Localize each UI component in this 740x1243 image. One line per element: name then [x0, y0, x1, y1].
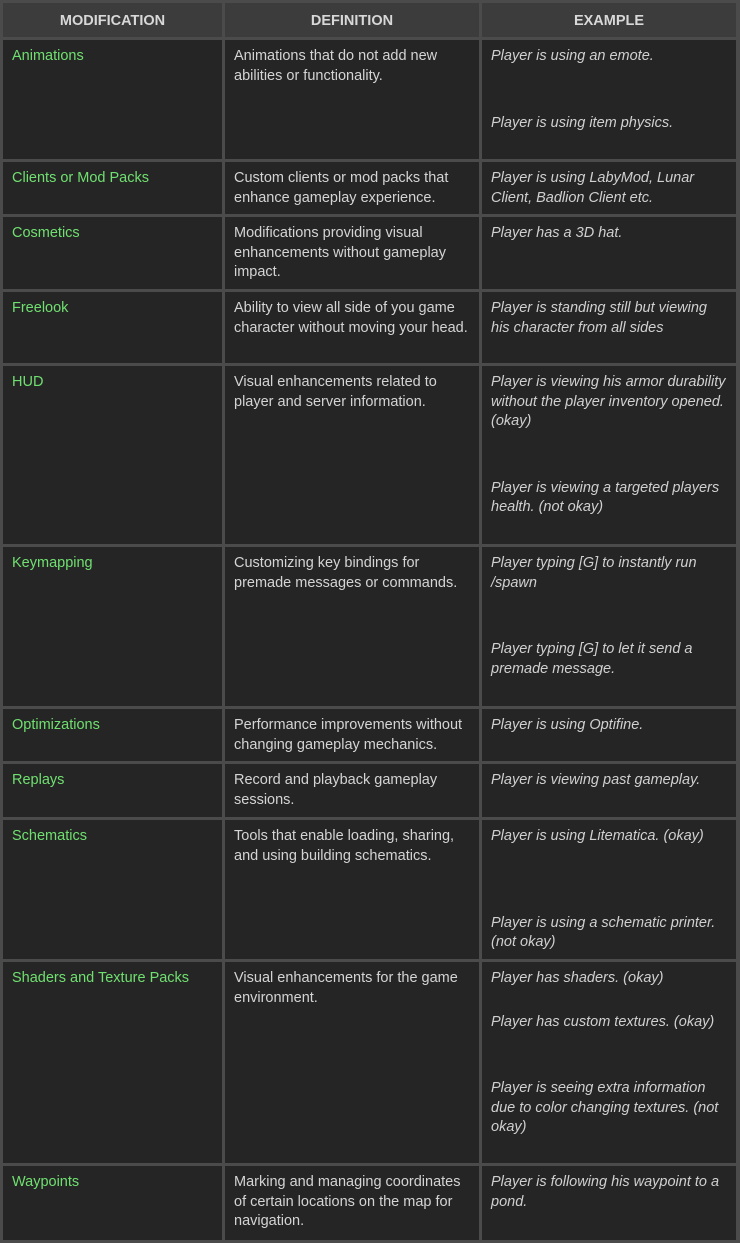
row-replays-modification: Replays [3, 764, 222, 817]
header-definition: DEFINITION [225, 3, 479, 37]
example-line: Player is using a schematic printer. (not okay) [491, 914, 716, 950]
example-line: Player is viewing past gameplay. [491, 772, 701, 788]
row-replays-definition: Record and playback gameplay sessions. [225, 764, 479, 817]
row-animations-example [482, 40, 736, 159]
example-line: Player has custom textures. (okay) [491, 1013, 715, 1030]
example-line: Player is viewing a targeted players health. (not okay) [491, 479, 720, 515]
row-optimizations-definition: Performance improvements without changing gameplay mechanics. [225, 709, 479, 761]
example-line: Player typing [G] to let it send a premade message. [491, 641, 693, 677]
row-animations-definition: Animations that do not add new abilities or functionality. [225, 40, 479, 159]
example-line: Player is seeing extra information due to color changing textures. (not okay) [491, 1080, 719, 1135]
row-waypoints-example [482, 1166, 736, 1240]
row-clients-definition: Custom clients or mod packs that enhance gameplay experience. [225, 162, 479, 214]
example-line: Player is using item physics. [491, 114, 674, 131]
row-freelook-modification: Freelook [3, 292, 222, 363]
header-example: EXAMPLE [482, 3, 736, 37]
row-schematics-definition: Tools that enable loading, sharing, and using building schematics. [225, 820, 479, 959]
row-keymapping-modification: Keymapping [3, 547, 222, 706]
example-line: Player has shaders. (okay) [491, 970, 664, 986]
row-freelook-definition: Ability to view all side of you game character without moving your head. [225, 292, 479, 363]
row-schematics-example [482, 820, 736, 959]
row-cosmetics-example [482, 217, 736, 289]
row-cosmetics-modification: Cosmetics [3, 217, 222, 289]
row-waypoints-definition: Marking and managing coordinates of certain locations on the map for navigation. [225, 1166, 479, 1240]
row-animations-modification: Animations [3, 40, 222, 159]
example-line: Player is using LabyMod, Lunar Client, Badlion Client etc. [491, 170, 695, 206]
row-clients-modification: Clients or Mod Packs [3, 162, 222, 214]
example-line: Player is viewing his armor durability without the player inventory opened. (okay) [491, 374, 726, 429]
row-shaders-modification: Shaders and Texture Packs [3, 962, 222, 1163]
header-modification: MODIFICATION [3, 3, 222, 37]
row-freelook-example [482, 292, 736, 363]
row-hud-example [482, 366, 736, 544]
row-clients-example [482, 162, 736, 214]
example-line: Player is following his waypoint to a pond. [491, 1174, 720, 1210]
example-line: Player is using an emote. [491, 48, 654, 64]
example-line: Player typing [G] to instantly run /spawn [491, 555, 697, 591]
example-line: Player is using Litematica. (okay) [491, 828, 704, 844]
row-cosmetics-definition: Modifications providing visual enhancements without gameplay impact. [225, 217, 479, 289]
row-optimizations-example [482, 709, 736, 761]
row-shaders-example [482, 962, 736, 1163]
row-optimizations-modification: Optimizations [3, 709, 222, 761]
row-hud-definition: Visual enhancements related to player and server information. [225, 366, 479, 544]
example-line: Player has a 3D hat. [491, 225, 623, 241]
row-keymapping-example [482, 547, 736, 706]
example-line: Player is standing still but viewing his character from all sides [491, 300, 707, 336]
row-hud-modification: HUD [3, 366, 222, 544]
example-line: Player is using Optifine. [491, 717, 644, 733]
row-waypoints-modification: Waypoints [3, 1166, 222, 1240]
row-schematics-modification: Schematics [3, 820, 222, 959]
row-replays-example [482, 764, 736, 817]
row-keymapping-definition: Customizing key bindings for premade messages or commands. [225, 547, 479, 706]
row-shaders-definition: Visual enhancements for the game environment. [225, 962, 479, 1163]
